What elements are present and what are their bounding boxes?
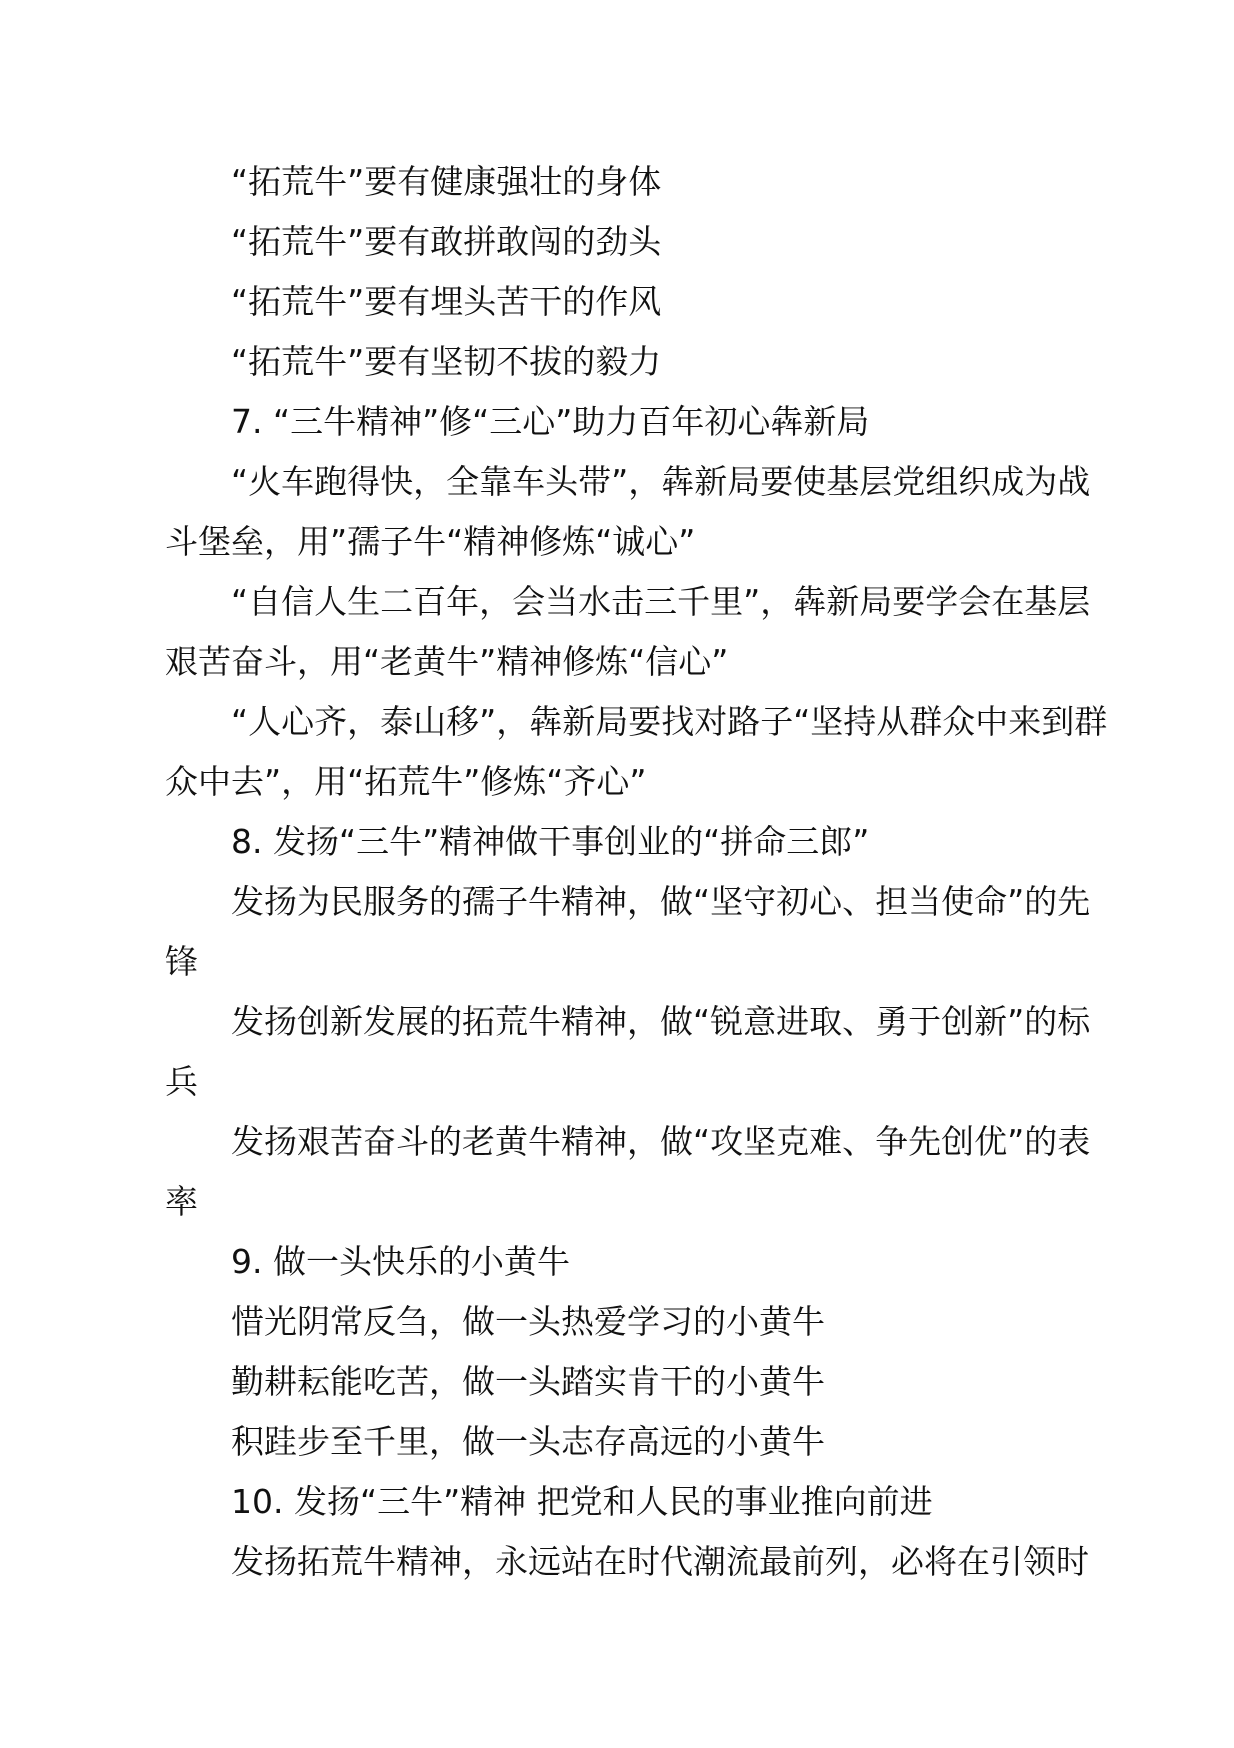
paragraph: “自信人生二百年，会当水击三千里”，犇新局要学会在基层艰苦奋斗，用“老黄牛”精神修炼“信心” bbox=[165, 582, 1091, 681]
document-body bbox=[165, 152, 1110, 1592]
section-heading: 10. 发扬“三牛”精神 把党和人民的事业推向前进 bbox=[231, 1482, 933, 1521]
paragraph: 发扬拓荒牛精神，永远站在时代潮流最前列，必将在引领时 bbox=[231, 1542, 1089, 1581]
section-heading: 8. 发扬“三牛”精神做干事创业的“拼命三郎” bbox=[231, 822, 870, 861]
paragraph: 发扬为民服务的孺子牛精神，做“坚守初心、担当使命”的先锋 bbox=[165, 882, 1091, 981]
section-heading: 9. 做一头快乐的小黄牛 bbox=[231, 1242, 570, 1281]
paragraph: “拓荒牛”要有敢拼敢闯的劲头 bbox=[231, 222, 662, 261]
paragraph: 勤耕耘能吃苦，做一头踏实肯干的小黄牛 bbox=[231, 1362, 825, 1401]
paragraph: “拓荒牛”要有健康强壮的身体 bbox=[231, 162, 662, 201]
paragraph: 惜光阴常反刍，做一头热爱学习的小黄牛 bbox=[231, 1302, 825, 1341]
paragraph: “火车跑得快，全靠车头带”，犇新局要使基层党组织成为战斗堡垒，用”孺子牛“精神修炼“诚心” bbox=[165, 462, 1091, 561]
paragraph: 发扬创新发展的拓荒牛精神，做“锐意进取、勇于创新”的标兵 bbox=[165, 1002, 1091, 1101]
paragraph: “拓荒牛”要有坚韧不拔的毅力 bbox=[231, 342, 662, 381]
paragraph: “人心齐，泰山移”，犇新局要找对路子“坚持从群众中来到群众中去”，用“拓荒牛”修炼“齐心” bbox=[165, 702, 1108, 801]
section-heading: 7. “三牛精神”修“三心”助力百年初心犇新局 bbox=[231, 402, 870, 441]
paragraph: 发扬艰苦奋斗的老黄牛精神，做“攻坚克难、争先创优”的表率 bbox=[165, 1122, 1091, 1221]
paragraph: “拓荒牛”要有埋头苦干的作风 bbox=[231, 282, 662, 321]
paragraph: 积跬步至千里，做一头志存高远的小黄牛 bbox=[231, 1422, 825, 1461]
